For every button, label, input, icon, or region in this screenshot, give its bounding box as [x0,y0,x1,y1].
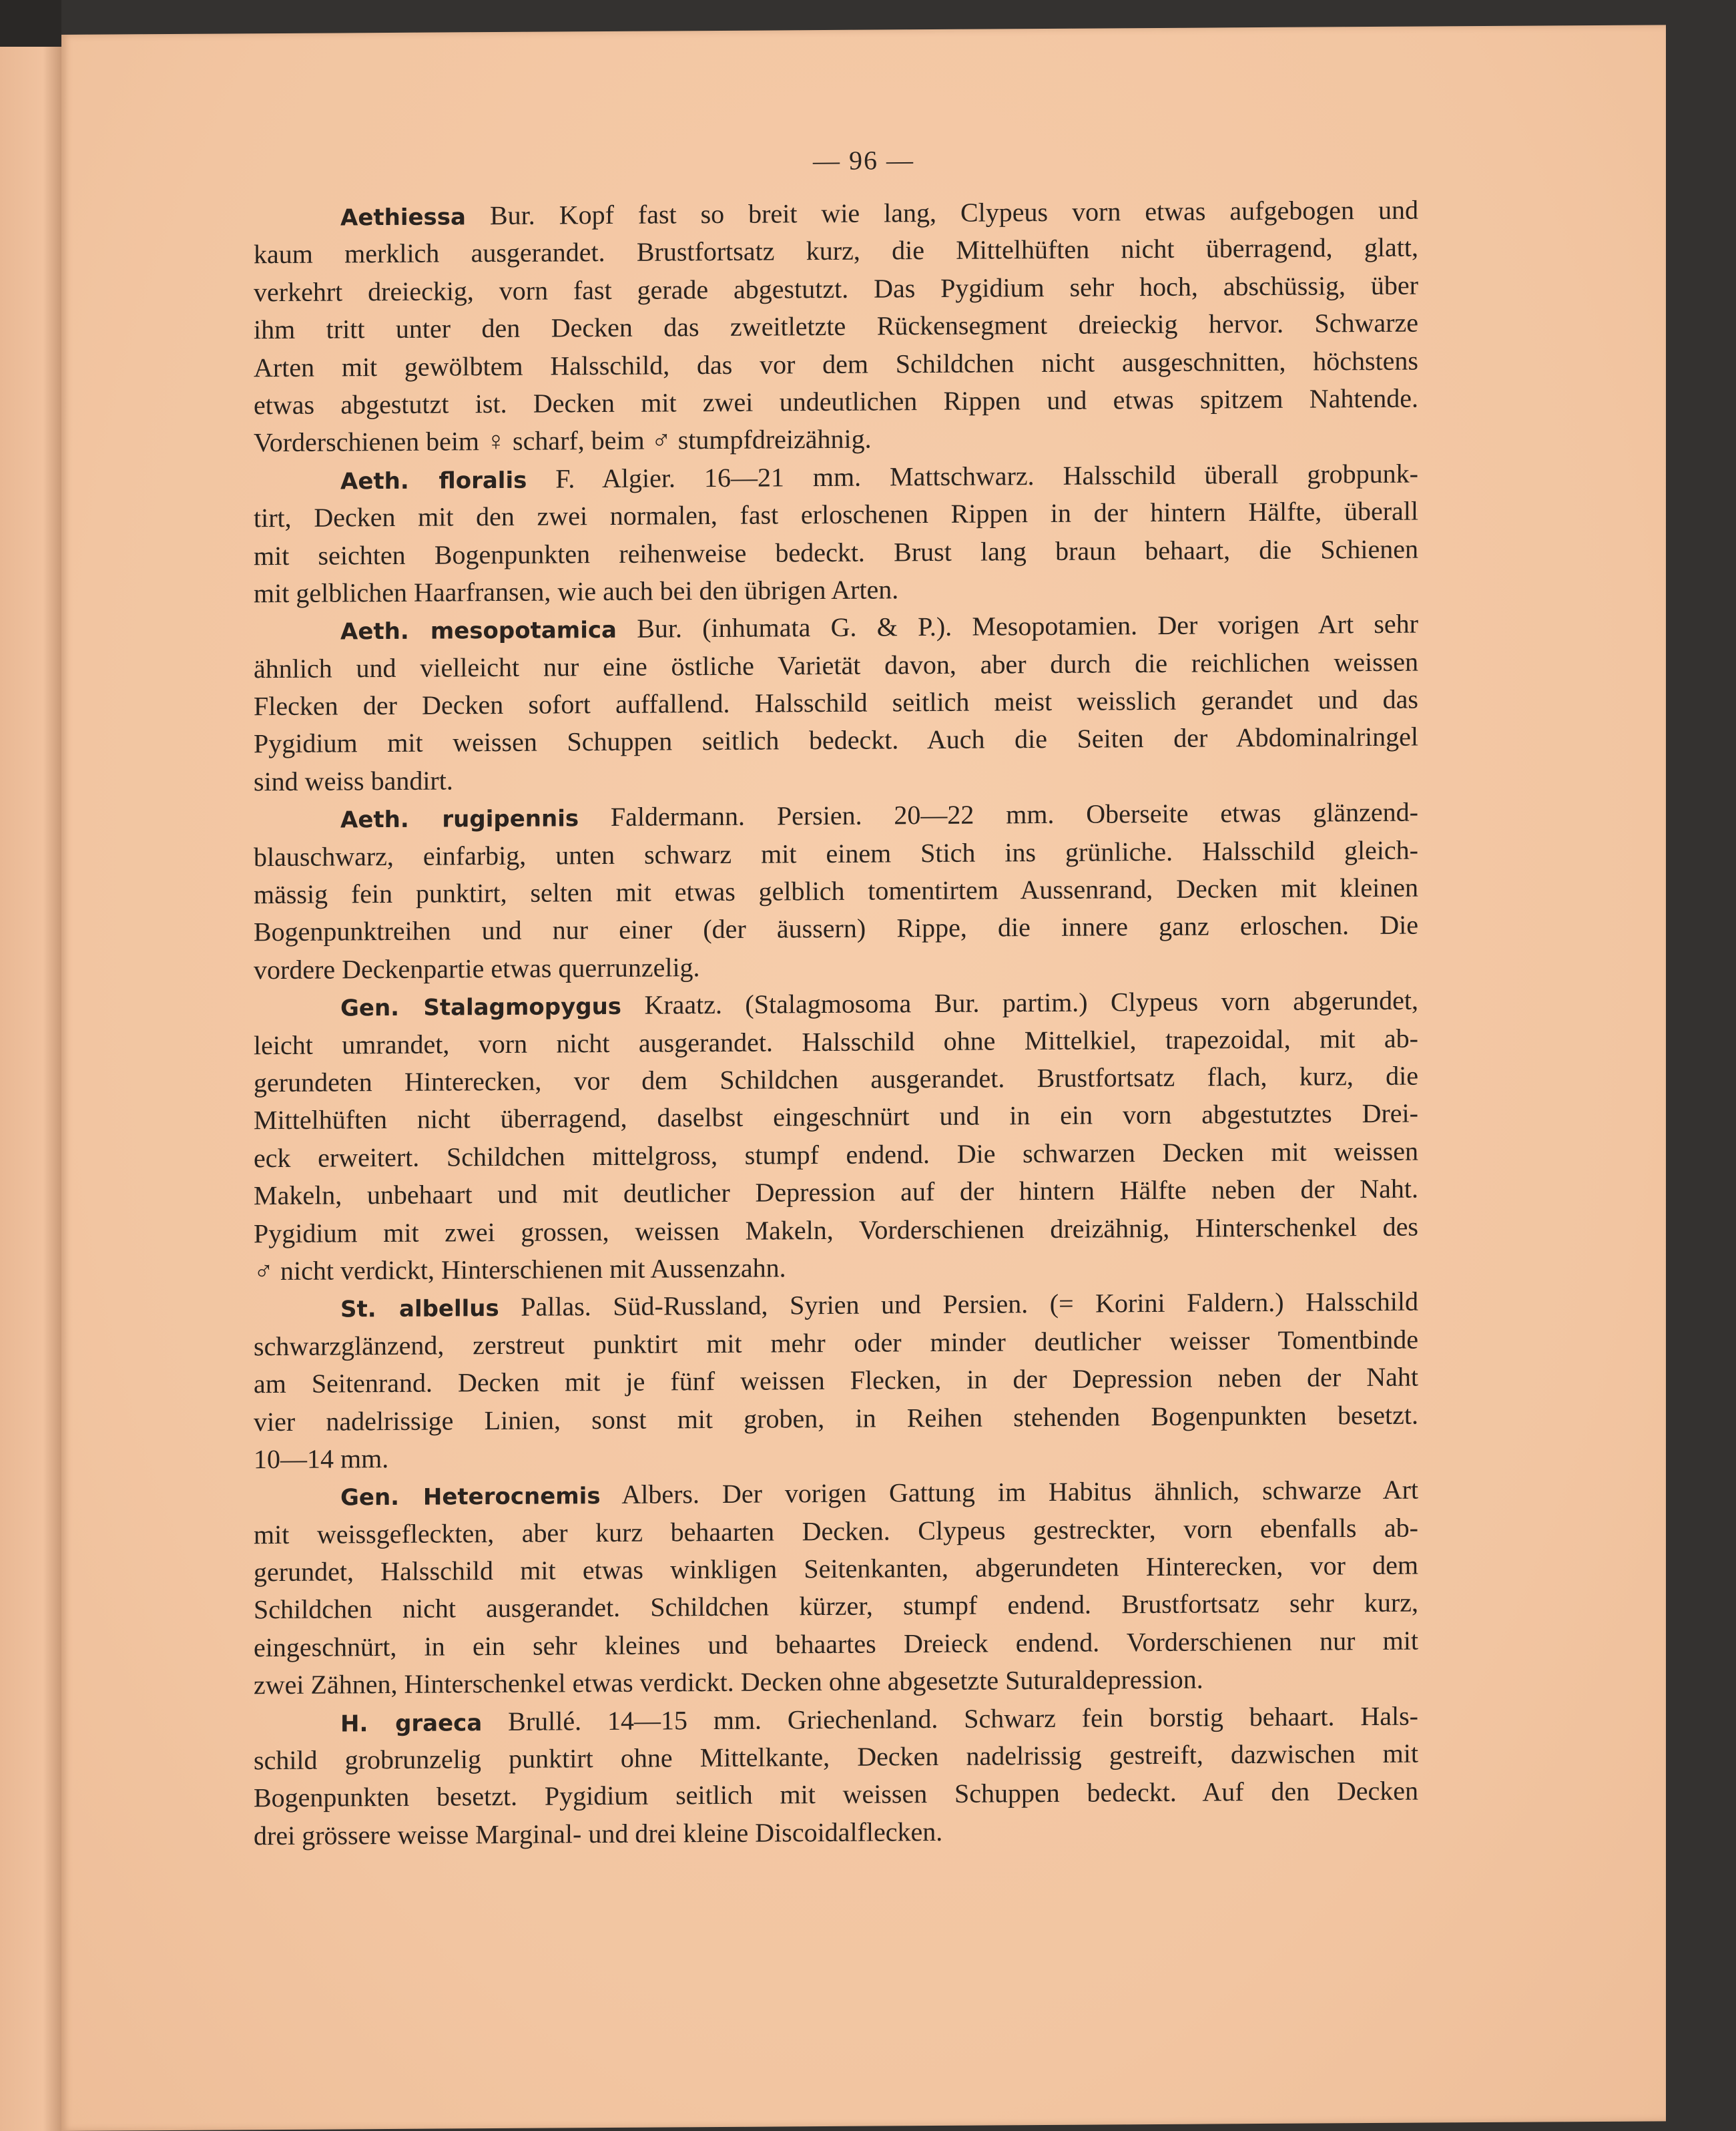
paragraph [254,1471,1418,1704]
line-text: F. Algier. 16—21 mm. Mattschwarz. Halsschild überall grobpunk- [527,458,1418,494]
text-line [254,455,1418,499]
line-text: Albers. Der vorigen Gattung im Habitus ähnlich, schwarze Art [600,1474,1418,1510]
text-line [254,1283,1418,1328]
text-line: sind weiss bandirt. [254,765,453,797]
text-line: gerundet, Halsschild mit etwas winkligen Seitenkanten, abgerundeten Hinterecken, vor dem [254,1550,1418,1588]
previous-page-edge [0,47,61,2131]
text-line: Pygidium mit zwei grossen, weissen Makeln, Vorderschienen dreizähnig, Hinterschenkel des [254,1211,1418,1248]
book-page [61,25,1666,2131]
text-line: Bogenpunkten besetzt. Pygidium seitlich mit weissen Schuppen bedeckt. Auf den Decken [254,1775,1418,1813]
line-text: Brullé. 14—15 mm. Griechenland. Schwarz fein borstig behaart. Hals- [482,1700,1418,1736]
binding-shadow [0,0,61,53]
text-line: mit seichten Bogenpunkten reihenweise bedeckt. Brust lang braun behaart, die Schienen [254,533,1418,571]
paragraph [254,192,1418,462]
line-text: Kraatz. (Stalagmosoma Bur. partim.) Clypeus vorn abgerundet, [621,985,1418,1021]
paragraph [254,794,1418,989]
text-line [254,192,1418,236]
text-line: etwas abgestutzt ist. Decken mit zwei undeutlichen Rippen und etwas spitzem Nahtende. [254,383,1418,421]
text-line: schild grobrunzelig punktirt ohne Mittelkante, Decken nadelrissig gestreift, dazwischen mit [254,1738,1418,1776]
text-line: zwei Zähnen, Hinterschenkel etwas verdickt. Decken ohne abgesetzte Suturaldepression. [254,1664,1203,1700]
text-line: ihm tritt unter den Decken das zweitletzte Rückensegment dreieckig hervor. Schwarze [254,307,1418,345]
text-line: Schildchen nicht ausgerandet. Schildchen kürzer, stumpf endend. Brustfortsatz sehr kurz, [254,1588,1418,1625]
text-line: mit gelblichen Haarfransen, wie auch bei den übrigen Arten. [254,574,899,609]
taxon-heading: Aeth. mesopotamica [340,617,617,646]
taxon-heading: Aeth. rugipennis [340,805,579,834]
text-line: mässig fein punktirt, selten mit etwas gelblich tomentirtem Aussenrand, Decken mit kleinen [254,872,1418,910]
taxon-heading: Aeth. floralis [340,467,527,495]
text-line: Vorderschienen beim ♀ scharf, beim ♂ stumpfdreizähnig. [254,423,872,458]
text-line: 10—14 mm. [254,1443,389,1475]
text-line: Mittelhüften nicht überragend, daselbst eingeschnürt und in ein vorn abgestutztes Drei- [254,1098,1418,1136]
text-line: verkehrt dreieckig, vorn fast gerade abgestutzt. Das Pygidium sehr hoch, abschüssig, über [254,270,1418,308]
taxon-heading: H. graeca [340,1709,483,1738]
paragraph [254,455,1418,612]
taxon-heading: St. albellus [340,1295,499,1323]
line-text: Faldermann. Persien. 20—22 mm. Oberseite etwas glänzend- [579,796,1418,833]
text-line: eck erweitert. Schildchen mittelgross, stumpf endend. Die schwarzen Decken mit weissen [254,1136,1418,1174]
paragraph [254,1697,1418,1855]
text-line: Pygidium mit weissen Schuppen seitlich bedeckt. Auch die Seiten der Abdominalringel [254,722,1418,759]
text-line: ähnlich und vielleicht nur eine östliche Varietät davon, aber durch die reichlichen weissen [254,646,1418,684]
text-line: leicht umrandet, vorn nicht ausgerandet. Halsschild ohne Mittelkiel, trapezoidal, mit ab- [254,1023,1418,1060]
paragraph [254,1283,1418,1479]
text-line: eingeschnürt, in ein sehr kleines und behaartes Dreieck endend. Vorderschienen nur mit [254,1625,1418,1663]
text-line: ♂ nicht verdickt, Hinterschienen mit Aussenzahn. [254,1252,786,1286]
text-line [254,1697,1418,1742]
text-line [254,794,1418,839]
text-line: schwarzglänzend, zerstreut punktirt mit mehr oder minder deutlicher weisser Tomentbinde [254,1324,1418,1361]
line-text: Pallas. Süd-Russland, Syrien und Persien. (= Korini Faldern.) Halsschild [499,1286,1418,1323]
paragraph [254,606,1418,801]
text-line [254,982,1418,1027]
text-line: am Seitenrand. Decken mit je fünf weissen Flecken, in der Depression neben der Naht [254,1361,1418,1399]
body-text [254,192,1418,1855]
text-line [254,606,1418,650]
taxon-heading: Aethiessa [340,204,466,232]
text-line: vordere Deckenpartie etwas querrunzelig. [254,951,700,985]
text-line: gerundeten Hinterecken, vor dem Schildchen ausgerandet. Brustfortsatz flach, kurz, die [254,1060,1418,1098]
text-line: Makeln, unbehaart und mit deutlicher Depression auf der hintern Hälfte neben der Naht. [254,1173,1418,1211]
text-line: drei grössere weisse Marginal- und drei kleine Discoidalflecken. [254,1816,943,1851]
text-line: kaum merklich ausgerandet. Brustfortsatz kurz, die Mittelhüften nicht überragend, glatt, [254,232,1418,270]
taxon-heading: Gen. Heterocnemis [340,1483,601,1511]
paragraph [254,982,1418,1290]
text-line: blauschwarz, einfarbig, unten schwarz mit einem Stich ins grünliche. Halsschild gleich- [254,835,1418,872]
text-line: vier nadelrissige Linien, sonst mit groben, in Reihen stehenden Bogenpunkten besetzt. [254,1399,1418,1437]
text-line: Bogenpunktreihen und nur einer (der äussern) Rippe, die innere ganz erloschen. Die [254,910,1418,947]
text-line [254,1471,1418,1516]
line-text: Bur. (inhumata G. & P.). Mesopotamien. Der vorigen Art sehr [616,608,1418,644]
text-line: tirt, Decken mit den zwei normalen, fast erloschenen Rippen in der hintern Hälfte, überall [254,495,1418,533]
text-line: Arten mit gewölbtem Halsschild, das vor dem Schildchen nicht ausgeschnitten, höchstens [254,345,1418,383]
page-number: — 96 — [813,145,914,176]
line-text: Bur. Kopf fast so breit wie lang, Clypeus vorn etwas aufgebogen und [465,194,1418,231]
taxon-heading: Gen. Stalagmopygus [340,993,622,1022]
text-line: Flecken der Decken sofort auffallend. Halsschild seitlich meist weisslich gerandet und das [254,684,1418,722]
text-line: mit weissgefleckten, aber kurz behaarten Decken. Clypeus gestreckter, vorn ebenfalls ab- [254,1512,1418,1550]
